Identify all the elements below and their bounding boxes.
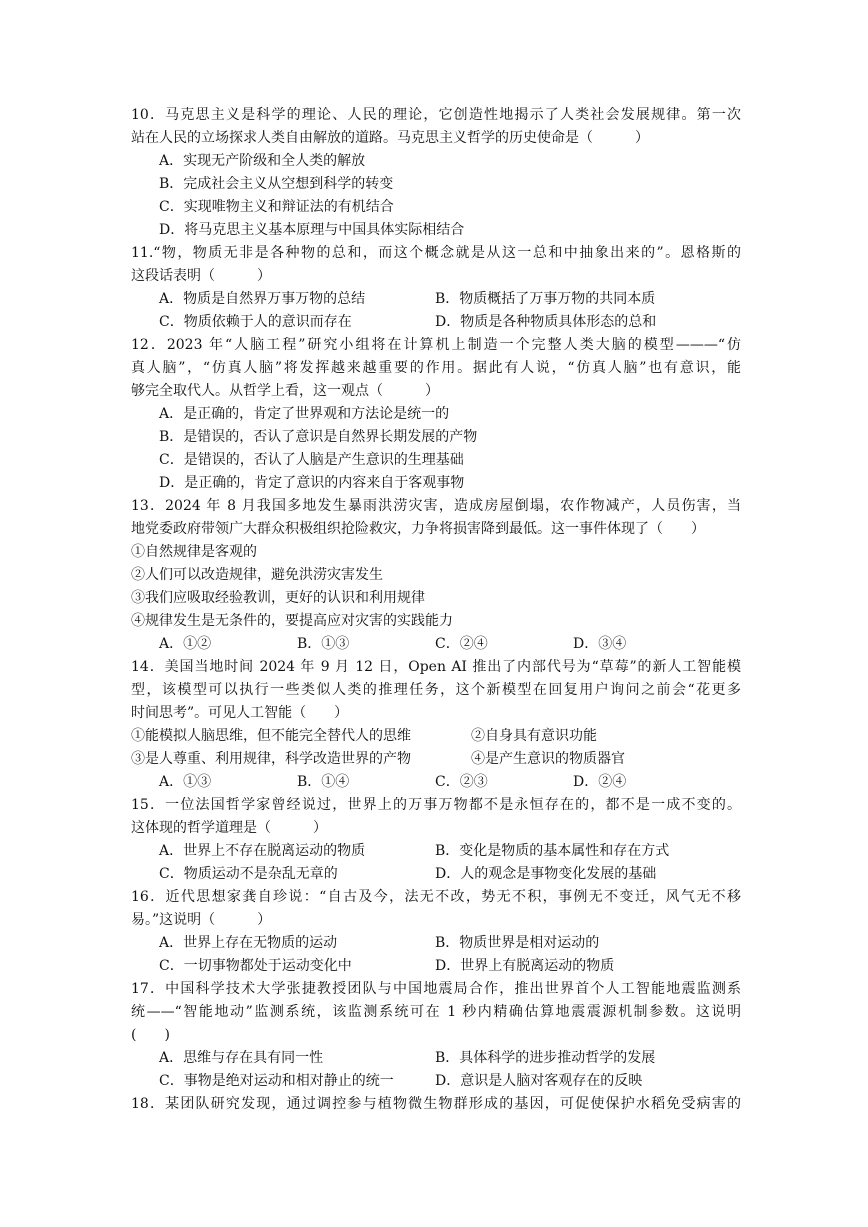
question-18 bbox=[131, 1093, 741, 1116]
option-b: B．物质概括了万事万物的共同本质 bbox=[435, 291, 656, 307]
statement-row bbox=[131, 725, 741, 748]
question-15 bbox=[131, 794, 741, 886]
option-a: A．物质是自然界万事万物的总结 bbox=[159, 291, 366, 307]
option-b: B．完成社会主义从空想到科学的转变 bbox=[159, 176, 394, 192]
statement-2: ②自身具有意识功能 bbox=[471, 728, 597, 744]
question-stem-line: 10．马克思主义是科学的理论、人民的理论，它创造性地揭示了人类社会发展规律。第一次 bbox=[131, 107, 741, 123]
question-stem-line: 这体现的哲学道理是（ ） bbox=[131, 820, 327, 836]
option-row bbox=[131, 633, 741, 656]
option-row bbox=[131, 863, 741, 886]
question-14 bbox=[131, 656, 741, 794]
option-a: A．①③ bbox=[159, 774, 212, 790]
question-16 bbox=[131, 886, 741, 978]
option-d: D．物质是各种物质具体形态的总和 bbox=[435, 314, 657, 330]
question-stem-line: 11.“物，物质无非是各种物的总和，而这个概念就是从这一总和中抽象出来的”。恩格斯的 bbox=[131, 245, 741, 261]
option-a: A．世界上不存在脱离运动的物质 bbox=[159, 843, 366, 859]
statement-3: ③是人尊重、利用规律，科学改造世界的产物 bbox=[131, 751, 411, 767]
question-stem-line: 时间思考”。可见人工智能（ ） bbox=[131, 705, 349, 721]
statement-3: ③我们应吸取经验教训，更好的认识和利用规律 bbox=[131, 590, 425, 606]
statement-4: ④是产生意识的物质器官 bbox=[471, 751, 625, 767]
question-stem-line: ( ) bbox=[131, 1027, 170, 1043]
question-stem-line: 这段话表明（ ） bbox=[131, 268, 271, 284]
option-row bbox=[131, 1047, 741, 1070]
option-d: D．将马克思主义基本原理与中国具体实际相结合 bbox=[159, 222, 465, 238]
option-b: B．变化是物质的基本属性和存在方式 bbox=[435, 843, 670, 859]
option-row bbox=[131, 1070, 741, 1093]
question-stem-line: 型，该模型可以执行一些类似人类的推理任务，这个新模型在回复用户询问之前会“花更多 bbox=[131, 682, 741, 698]
question-10 bbox=[131, 104, 741, 242]
question-stem-line: 统——“智能地动”监测系统，该监测系统可在 1 秒内精确估算地震震源机制参数。这说明 bbox=[131, 1004, 741, 1020]
option-c: C．②④ bbox=[435, 636, 488, 652]
option-b: B．①③ bbox=[297, 636, 350, 652]
question-stem-line: 15．一位法国哲学家曾经说过，世界上的万事万物都不是永恒存在的，都不是一成不变的。 bbox=[131, 797, 741, 813]
option-b: B．是错误的，否认了意识是自然界长期发展的产物 bbox=[159, 429, 478, 445]
option-c: C．物质运动不是杂乱无章的 bbox=[159, 866, 338, 882]
option-row bbox=[131, 932, 741, 955]
question-list bbox=[131, 104, 741, 1116]
option-c: C．实现唯物主义和辩证法的有机结合 bbox=[159, 199, 394, 215]
option-c: C．一切事物都处于运动变化中 bbox=[159, 958, 352, 974]
option-a: A．世界上存在无物质的运动 bbox=[159, 935, 338, 951]
option-d: D．②④ bbox=[573, 774, 627, 790]
question-stem-line: 17．中国科学技术大学张捷教授团队与中国地震局合作，推出世界首个人工智能地震监测系 bbox=[131, 981, 741, 997]
option-c: C．是错误的，否认了人脑是产生意识的生理基础 bbox=[159, 452, 464, 468]
statement-4: ④规律发生是无条件的，要提高应对灾害的实践能力 bbox=[131, 613, 453, 629]
question-13 bbox=[131, 495, 741, 656]
statement-1: ①能模拟人脑思维，但不能完全替代人的思维 bbox=[131, 728, 411, 744]
option-d: D．③④ bbox=[573, 636, 627, 652]
option-c: C．物质依赖于人的意识而存在 bbox=[159, 314, 352, 330]
question-12 bbox=[131, 334, 741, 495]
option-a: A．实现无产阶级和全人类的解放 bbox=[159, 153, 366, 169]
option-d: D．人的观念是事物变化发展的基础 bbox=[435, 866, 657, 882]
option-c: C．②③ bbox=[435, 774, 488, 790]
option-row bbox=[131, 840, 741, 863]
option-b: B．①④ bbox=[297, 774, 350, 790]
statement-row bbox=[131, 748, 741, 771]
option-a: A．①② bbox=[159, 636, 212, 652]
option-a: A．是正确的，肯定了世界观和方法论是统一的 bbox=[159, 406, 450, 422]
question-stem-line: 16．近代思想家龚自珍说：“自古及今，法无不改，势无不积，事例无不变迁，风气无不移 bbox=[131, 889, 741, 905]
question-stem-line: 13．2024 年 8 月我国多地发生暴雨洪涝灾害，造成房屋倒塌，农作物减产，人员伤害，当 bbox=[131, 498, 741, 514]
option-row bbox=[131, 771, 741, 794]
question-stem-line: 地党委政府带领广大群众积极组织抢险救灾，力争将损害降到最低。这一事件体现了（ ） bbox=[131, 521, 705, 537]
option-a: A．思维与存在具有同一性 bbox=[159, 1050, 324, 1066]
question-stem-line: 站在人民的立场探求人类自由解放的道路。马克思主义哲学的历史使命是（ ） bbox=[131, 130, 649, 146]
question-stem-line: 真人脑”，“仿真人脑”将发挥越来越重要的作用。据此有人说，“仿真人脑”也有意识，能 bbox=[131, 360, 741, 376]
option-row bbox=[131, 288, 741, 311]
option-row bbox=[131, 955, 741, 978]
question-stem-line: 12．2023 年“人脑工程”研究小组将在计算机上制造一个完整人类大脑的模型———“仿 bbox=[131, 337, 741, 353]
question-stem-line: 18．某团队研究发现，通过调控参与植物微生物群形成的基因，可促使保护水稻免受病害的 bbox=[131, 1096, 741, 1112]
option-d: D．世界上有脱离运动的物质 bbox=[435, 958, 615, 974]
question-11 bbox=[131, 242, 741, 334]
option-row bbox=[131, 311, 741, 334]
statement-2: ②人们可以改造规律，避免洪涝灾害发生 bbox=[131, 567, 383, 583]
option-c: C．事物是绝对运动和相对静止的统一 bbox=[159, 1073, 394, 1089]
option-d: D．是正确的，肯定了意识的内容来自于客观事物 bbox=[159, 475, 465, 491]
option-d: D．意识是人脑对客观存在的反映 bbox=[435, 1073, 643, 1089]
statement-1: ①自然规律是客观的 bbox=[131, 544, 257, 560]
question-17 bbox=[131, 978, 741, 1093]
option-b: B．物质世界是相对运动的 bbox=[435, 935, 600, 951]
option-b: B．具体科学的进步推动哲学的发展 bbox=[435, 1050, 656, 1066]
question-stem-line: 易。”这说明（ ） bbox=[131, 912, 272, 928]
question-stem-line: 14．美国当地时间 2024 年 9 月 12 日，Open AI 推出了内部代号为“草莓”的新人工智能模 bbox=[131, 659, 741, 675]
question-stem-line: 够完全取代人。从哲学上看，这一观点（ ） bbox=[131, 383, 439, 399]
